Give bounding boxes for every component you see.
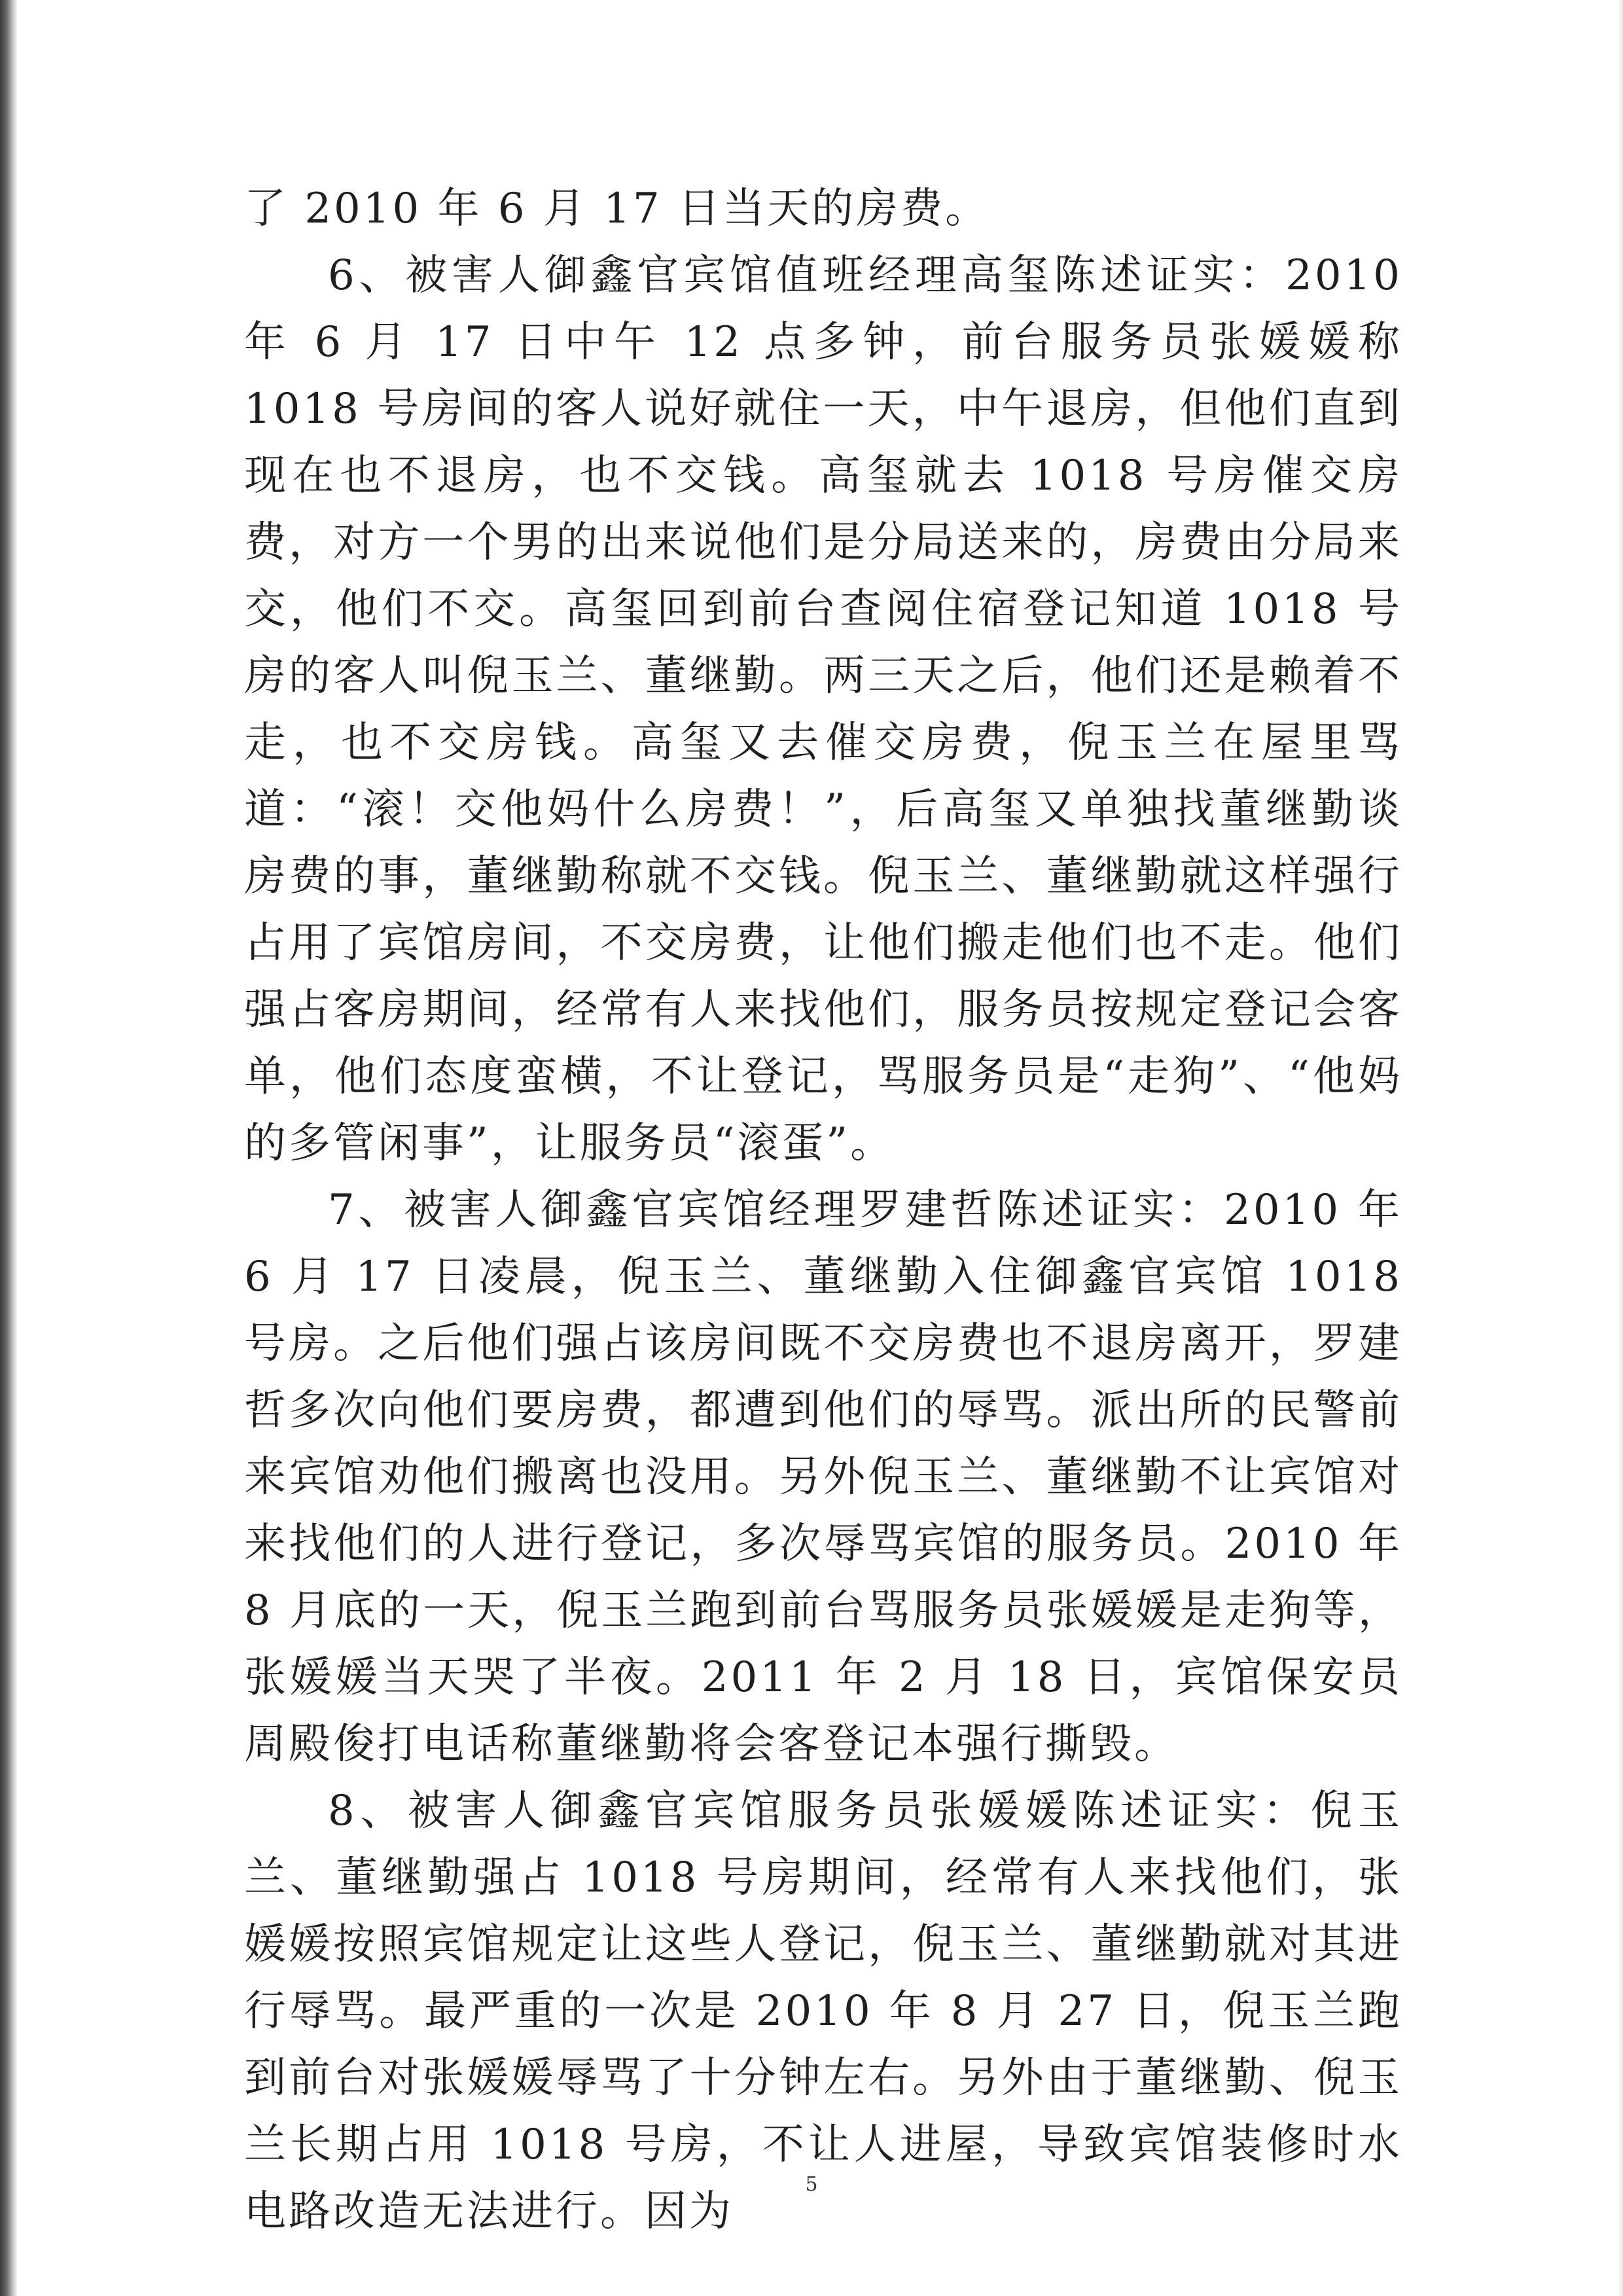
paragraph-8: 8、被害人御鑫官宾馆服务员张媛媛陈述证实：倪玉兰、董继勤强占 1018 号房期间，经常有人来找他们，张媛媛按照宾馆规定让这些人登记，倪玉兰、董继勤就对其进行辱骂。最严重的一次是 2010 年 8 月 27 日，倪玉兰跑到前台对张媛媛辱骂了十分钟左右。另外由于董继勤、倪玉兰长期占用 1018 号房，不让人进屋，导致宾馆装修时水电路改造无法进行。因为 xyxy=(244,1787,1402,2236)
paragraph-continuation: 了 2010 年 6 月 17 日当天的房费。 xyxy=(244,185,990,233)
scan-edge-right xyxy=(1618,0,1623,2296)
page-number: 5 xyxy=(805,2173,818,2196)
document-body xyxy=(244,175,1402,2245)
paragraph-6: 6、被害人御鑫官宾馆值班经理高玺陈述证实：2010 年 6 月 17 日中午 12 点多钟，前台服务员张媛媛称 1018 号房间的客人说好就住一天，中午退房，但他们直到现在也不退房，也不交钱。高玺就去 1018 号房催交房费，对方一个男的出来说他们是分局送来的，房费由分局来交，他们不交。高玺回到前台查阅住宿登记知道 1018 号房的客人叫倪玉兰、董继勤。两三天之后，他们还是赖着不走，也不交房钱。高玺又去催交房费，倪玉兰在屋里骂道：“滚！交他妈什么房费！”，后高玺又单独找董继勤谈房费的事，董继勤称就不交钱。倪玉兰、董继勤就这样强行占用了宾馆房间，不交房费，让他们搬走他们也不走。他们强占客房期间，经常有人来找他们，服务员按规定登记会客单，他们态度蛮横，不让登记，骂服务员是“走狗”、“他妈的多管闲事”，让服务员“滚蛋”。 xyxy=(244,251,1402,1168)
paragraph-7: 7、被害人御鑫官宾馆经理罗建哲陈述证实：2010 年 6 月 17 日凌晨，倪玉兰、董继勤入住御鑫官宾馆 1018 号房。之后他们强占该房间既不交房费也不退房离开，罗建哲多次向他们要房费，都遭到他们的辱骂。派出所的民警前来宾馆劝他们搬离也没用。另外倪玉兰、董继勤不让宾馆对来找他们的人进行登记，多次辱骂宾馆的服务员。2010 年 8 月底的一天，倪玉兰跑到前台骂服务员张媛媛是走狗等，张媛媛当天哭了半夜。2011 年 2 月 18 日，宾馆保安员周殿俊打电话称董继勤将会客登记本强行撕毁。 xyxy=(244,1186,1402,1768)
scan-edge-left xyxy=(0,0,17,2296)
